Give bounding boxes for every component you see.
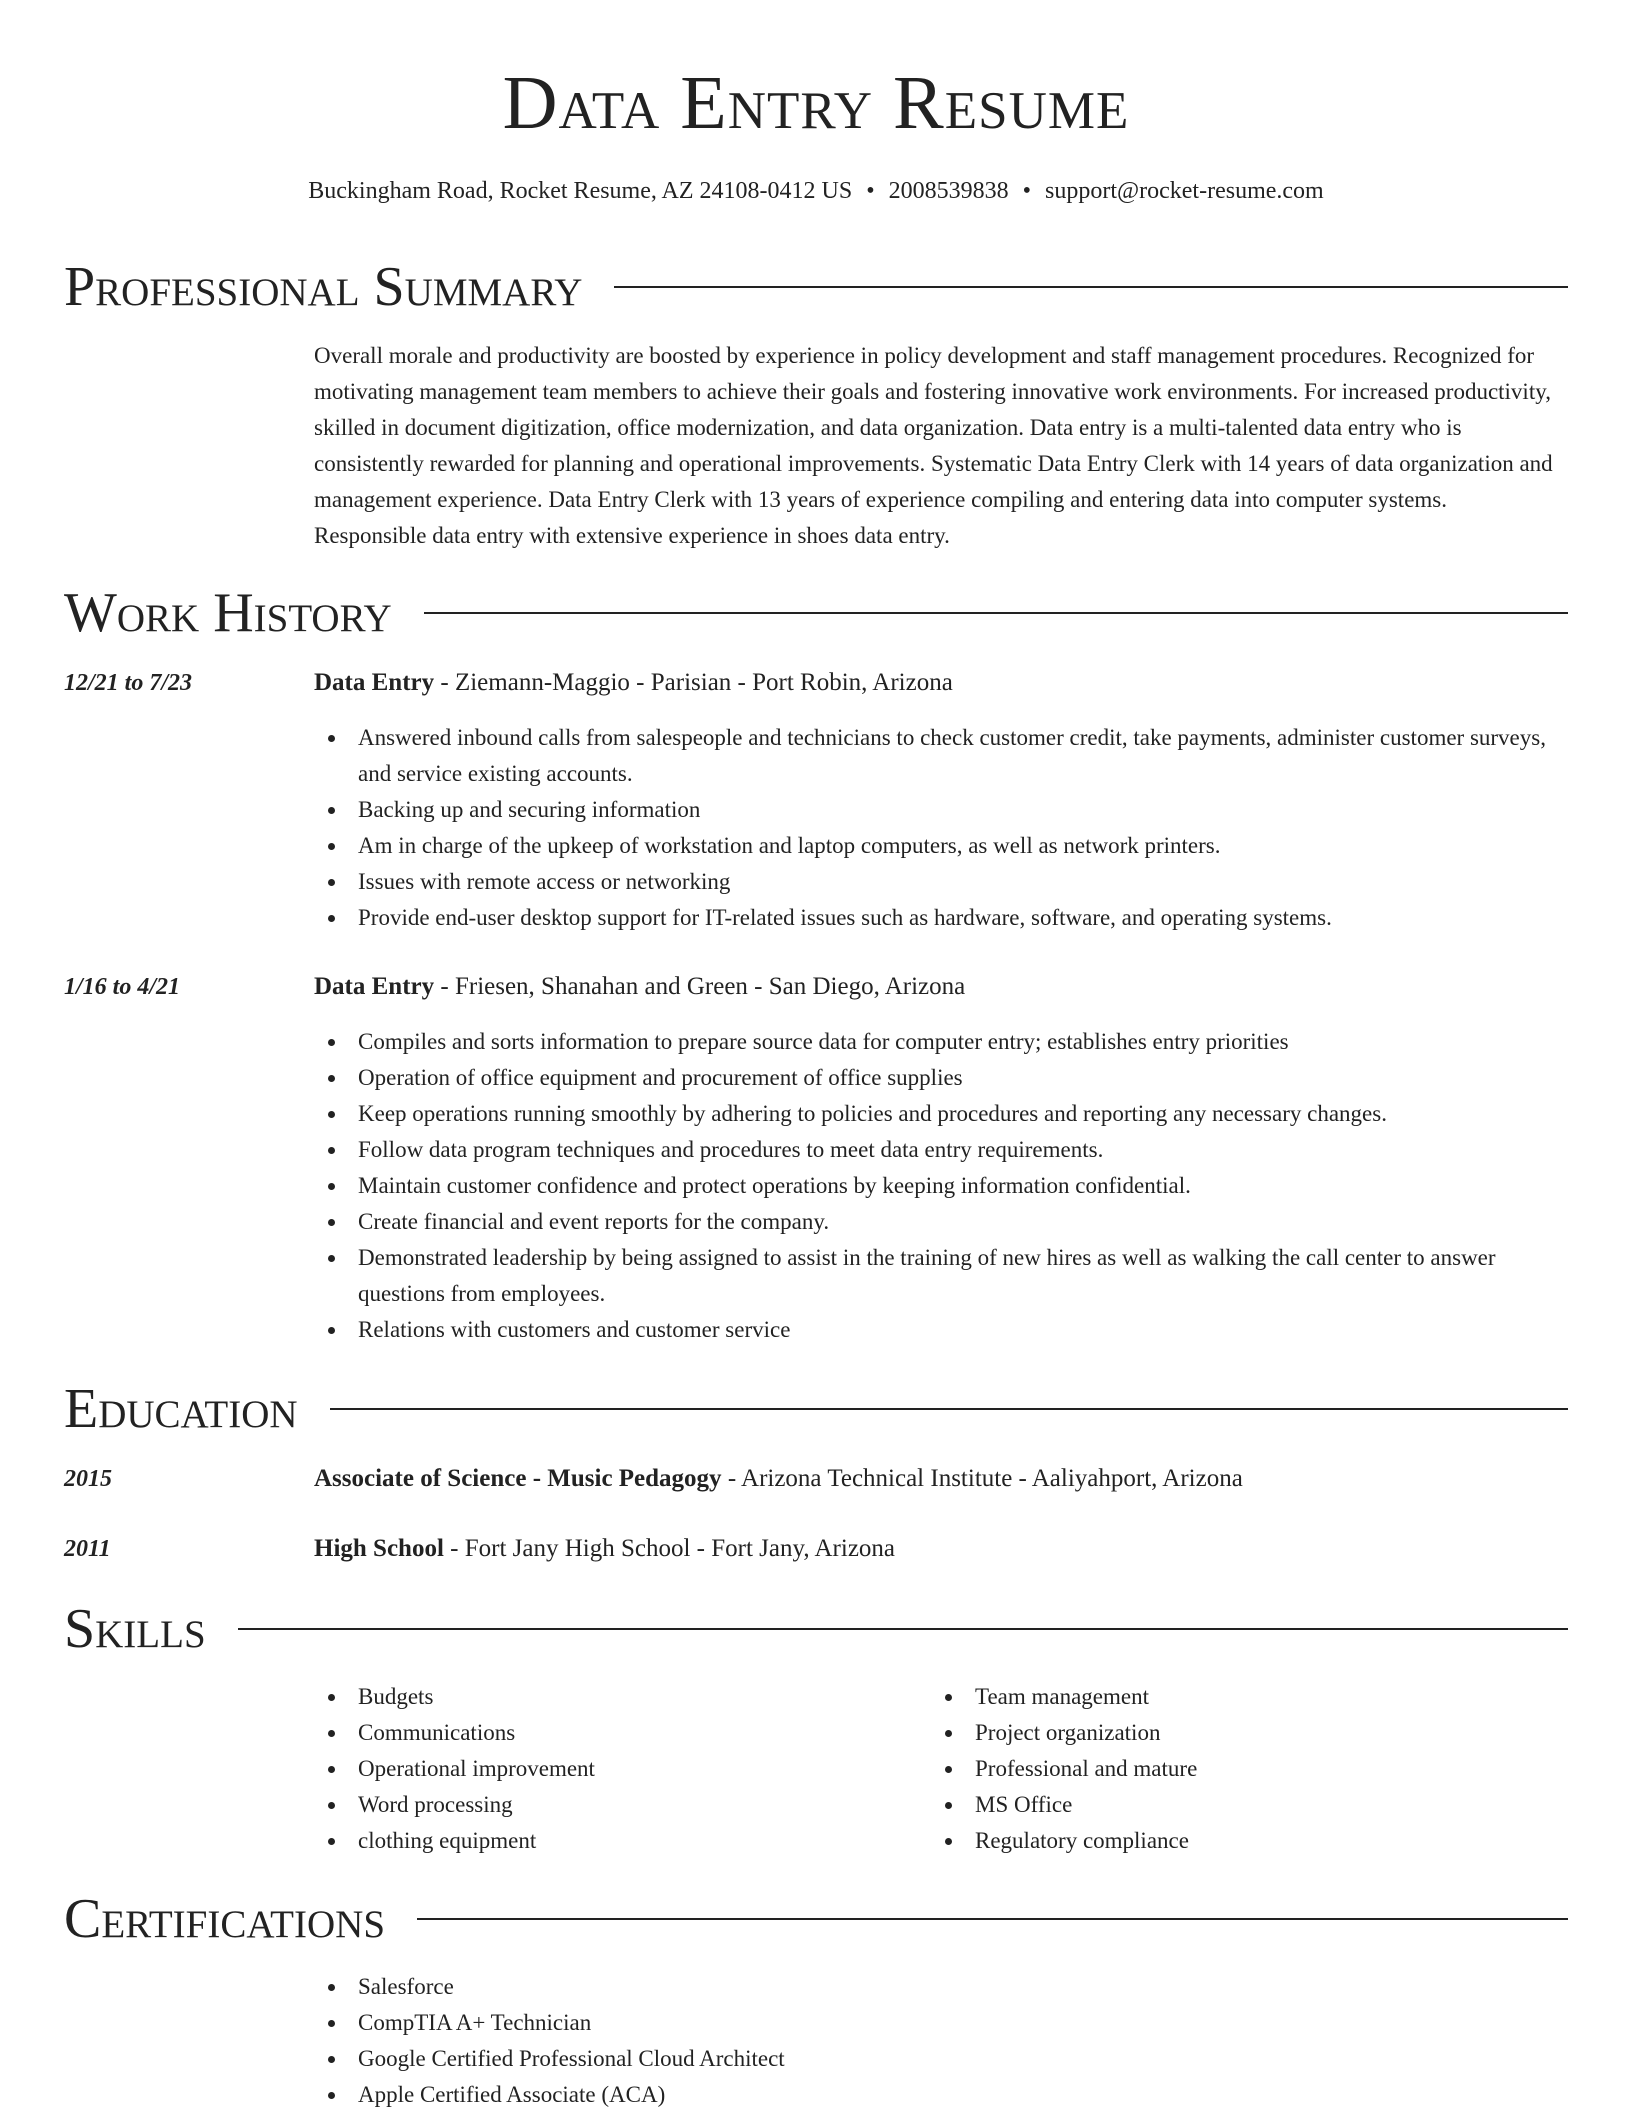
list-item: Regulatory compliance: [931, 1823, 1561, 1859]
contact-phone: 2008539838: [888, 178, 1009, 204]
resume-title: Data Entry Resume: [502, 61, 1130, 145]
section-divider: [238, 1628, 1568, 1630]
list-item: Create financial and event reports for the company.: [314, 1204, 1564, 1240]
summary-text: Overall morale and productivity are boosted by experience in policy development and staff management procedures. Recognized for motivating management team members to achieve their goals and fostering innovative work environments. For increased productivity, skilled in document digitization, office modernization, and data organization. Data entry is a multi-talented data entry who is consistently rewarded for planning and operational improvements. Systematic Data Entry Clerk with 14 years of data organization and management experience. Data Entry Clerk with 13 years of experience compiling and entering data into computer systems. Responsible data entry with extensive experience in shoes data entry.: [314, 343, 1553, 548]
section-divider: [330, 1408, 1568, 1410]
list-item: Operational improvement: [314, 1751, 914, 1787]
list-item: Apple Certified Associate (ACA): [314, 2077, 1564, 2113]
section-header-education: [64, 1376, 1568, 1442]
section-header-skills: [64, 1596, 1568, 1662]
section-divider: [424, 612, 1568, 614]
list-item: Word processing: [314, 1787, 914, 1823]
section-divider: [614, 286, 1568, 288]
section-header-work-history: [64, 580, 1568, 646]
job-dates: 12/21 to 7/23: [64, 670, 193, 696]
education-school: - Arizona Technical Institute - Aaliyahport, Arizona: [721, 1465, 1243, 1492]
job-heading: [314, 665, 1564, 701]
section-title: Certifications: [64, 1888, 386, 1950]
job-title: Data Entry: [314, 973, 435, 1000]
contact-line: [0, 174, 1632, 208]
list-item: Provide end-user desktop support for IT-related issues such as hardware, software, and operating systems.: [314, 900, 1564, 936]
section-divider: [417, 1918, 1568, 1920]
section-title: Skills: [64, 1598, 206, 1660]
job-duties-list: [314, 1024, 1564, 1348]
section-title: Education: [64, 1378, 298, 1440]
list-item: Operation of office equipment and procurement of office supplies: [314, 1060, 1564, 1096]
list-item: Maintain customer confidence and protect operations by keeping information confidential.: [314, 1168, 1564, 1204]
list-item: Google Certified Professional Cloud Architect: [314, 2041, 1564, 2077]
job-employer: - Ziemann-Maggio - Parisian - Port Robin, Arizona: [434, 669, 953, 696]
section-header-summary: [64, 254, 1568, 320]
job-employer: - Friesen, Shanahan and Green - San Diego, Arizona: [434, 973, 966, 1000]
contact-separator: •: [866, 178, 875, 204]
certifications-list: [314, 1969, 1564, 2113]
list-item: Answered inbound calls from salespeople and technicians to check customer credit, take payments, administer customer surveys, and service existing accounts.: [314, 720, 1564, 792]
list-item: Compiles and sorts information to prepare source data for computer entry; establishes entry priorities: [314, 1024, 1564, 1060]
list-item: Am in charge of the upkeep of workstation and laptop computers, as well as network printers.: [314, 828, 1564, 864]
job-heading: [314, 969, 1564, 1005]
contact-address: Buckingham Road, Rocket Resume, AZ 24108-0412 US: [308, 178, 853, 204]
job-duties-list: [314, 720, 1564, 936]
contact-separator: •: [1022, 178, 1032, 204]
section-title: Professional Summary: [64, 256, 583, 318]
education-degree: Associate of Science - Music Pedagogy: [314, 1465, 722, 1492]
list-item: Relations with customers and customer service: [314, 1312, 1564, 1348]
list-item: clothing equipment: [314, 1823, 914, 1859]
list-item: Project organization: [931, 1715, 1561, 1751]
contact-email[interactable]: support@rocket-resume.com: [1045, 178, 1324, 204]
list-item: Salesforce: [314, 1969, 1564, 2005]
list-item: MS Office: [931, 1787, 1561, 1823]
skills-list-left: [314, 1679, 914, 1859]
education-school: - Fort Jany High School - Fort Jany, Arizona: [443, 1535, 896, 1562]
job-title: Data Entry: [314, 669, 435, 696]
list-item: Team management: [931, 1679, 1561, 1715]
list-item: Keep operations running smoothly by adhering to policies and procedures and reporting any necessary changes.: [314, 1096, 1564, 1132]
list-item: Budgets: [314, 1679, 914, 1715]
list-item: CompTIA A+ Technician: [314, 2005, 1564, 2041]
list-item: Communications: [314, 1715, 914, 1751]
education-entry: [314, 1461, 1564, 1497]
job-dates: 1/16 to 4/21: [64, 974, 181, 1000]
education-degree: High School: [314, 1535, 444, 1562]
education-entry: [314, 1531, 1564, 1567]
list-item: Backing up and securing information: [314, 792, 1564, 828]
section-title: Work History: [64, 582, 392, 644]
list-item: Professional and mature: [931, 1751, 1561, 1787]
skills-list-right: [931, 1679, 1561, 1859]
list-item: Demonstrated leadership by being assigned to assist in the training of new hires as well as walking the call center to answer questions from employees.: [314, 1240, 1564, 1312]
list-item: Follow data program techniques and procedures to meet data entry requirements.: [314, 1132, 1564, 1168]
list-item: Issues with remote access or networking: [314, 864, 1564, 900]
section-header-certifications: [64, 1886, 1568, 1952]
education-year: 2015: [64, 1466, 112, 1492]
education-year: 2011: [64, 1536, 111, 1562]
